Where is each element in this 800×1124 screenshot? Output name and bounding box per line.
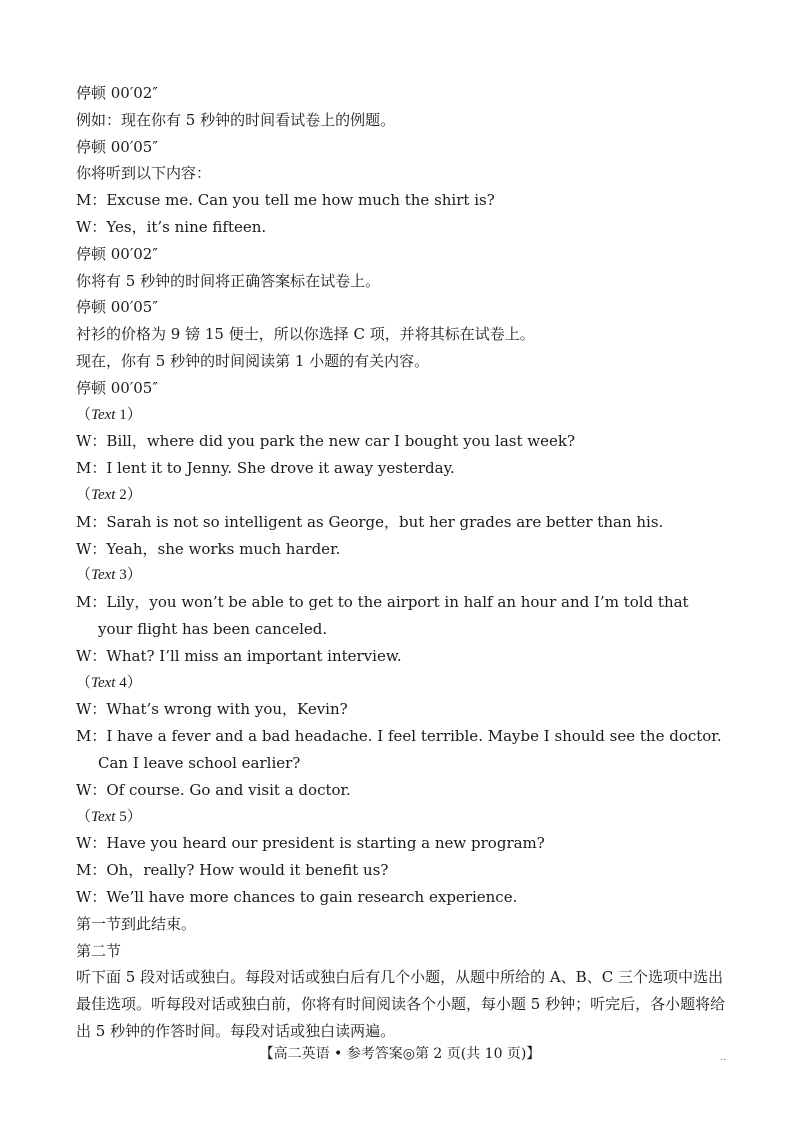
listen-intro: 你将听到以下内容： [76, 164, 212, 183]
transcript-content [76, 80, 726, 1045]
text-3-label: （Text 3） [76, 567, 142, 584]
dialogue-line: W：Yes，it’s nine fifteen. [76, 217, 267, 236]
dialogue-line: M：Lily，you won’t be able to get to the airport in half an hour and I’m told that your flight has been canceled. [76, 593, 689, 638]
pause-line: 停顿 00′05″ [76, 137, 158, 156]
pause-line: 停顿 00′02″ [76, 244, 158, 263]
pause-line: 停顿 00′05″ [76, 298, 158, 317]
example-instruction: 例如：现在你有 5 秒钟的时间看试卷上的例题。 [76, 110, 396, 129]
mark-answer-instruction: 你将有 5 秒钟的时间将正确答案标在试卷上。 [76, 271, 381, 290]
section-2-title: 第二节 [76, 941, 122, 960]
read-question-instruction: 现在，你有 5 秒钟的时间阅读第 1 小题的有关内容。 [76, 351, 430, 370]
dialogue-line: M：Excuse me. Can you tell me how much the shirt is? [76, 191, 495, 210]
text-2-label: （Text 2） [76, 486, 142, 503]
text-5-label: （Text 5） [76, 808, 142, 825]
dialogue-line: M：Oh，really? How would it benefit us? [76, 861, 389, 880]
dialogue-line: M：I have a fever and a bad headache. I feel terrible. Maybe I should see the doctor. Can I leave school earlier? [76, 727, 722, 772]
dialogue-line: M：Sarah is not so intelligent as George，but her grades are better than his. [76, 512, 664, 531]
dialogue-line: W：What’s wrong with you，Kevin? [76, 700, 348, 719]
text-4-label: （Text 4） [76, 674, 142, 691]
section-1-end: 第一节到此结束。 [76, 914, 197, 933]
dialogue-line: W：What? I’ll miss an important interview. [76, 646, 402, 665]
dialogue-line: W：Yeah，she works much harder. [76, 539, 341, 558]
text-1-label: （Text 1） [76, 406, 142, 423]
page-footer: 【高二英语 • 参考答案◎第 2 页(共 10 页)】 [259, 1046, 541, 1062]
example-explanation: 衬衫的价格为 9 镑 15 便士，所以你选择 C 项，并将其标在试卷上。 [76, 325, 535, 344]
dialogue-line: W：Bill，where did you park the new car I bought you last week? [76, 432, 575, 451]
dialogue-line: W：Of course. Go and visit a doctor. [76, 780, 351, 799]
dialogue-line: W：We’ll have more chances to gain research experience. [76, 887, 518, 906]
dialogue-line: M：I lent it to Jenny. She drove it away yesterday. [76, 459, 455, 478]
pause-line: 停顿 00′02″ [76, 84, 158, 102]
section-2-instructions: 听下面 5 段对话或独白。每段对话或独白后有几个小题，从题中所给的 A、B、C 三个选项中选出最佳选项。听每段对话或独白前，你将有时间阅读各个小题，每小题 5 秒钟；听完后，各小题将给出 5 秒钟的作答时间。每段对话或独白读两遍。 [76, 968, 726, 1040]
pause-line: 停顿 00′05″ [76, 378, 158, 397]
dialogue-line: W：Have you heard our president is starting a new program? [76, 834, 545, 853]
corner-mark: ·· [720, 1055, 727, 1066]
